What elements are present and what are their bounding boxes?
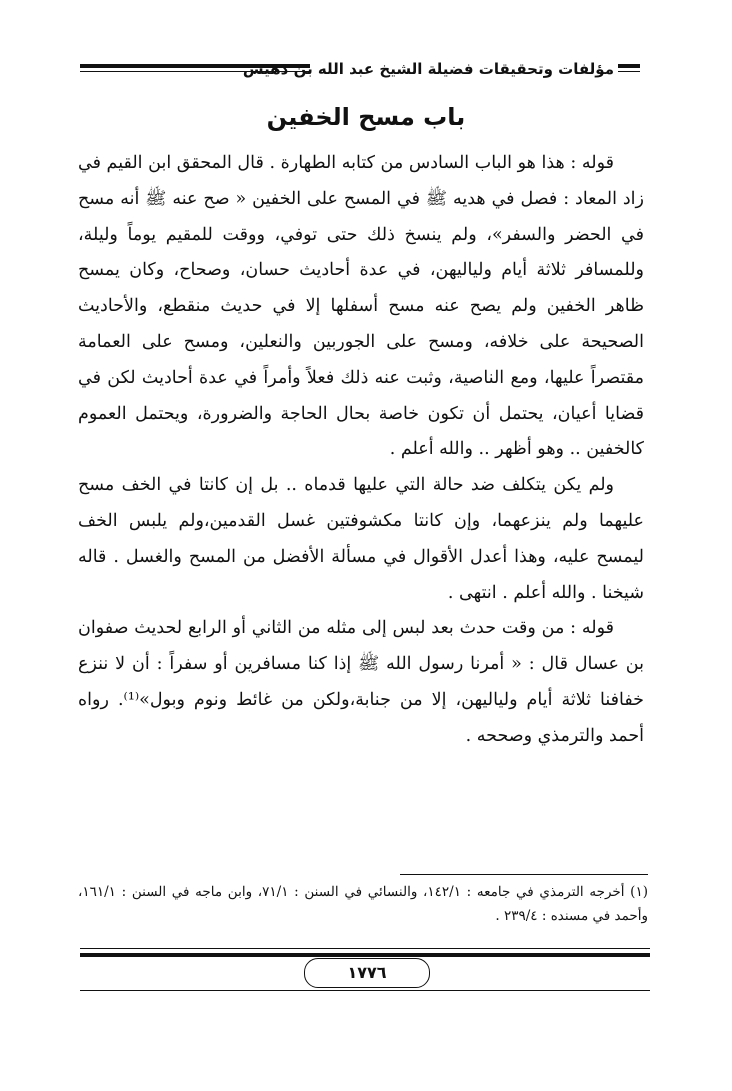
- paragraph-1: قوله : هذا هو الباب السادس من كتابه الطهارة . قال المحقق ابن القيم في زاد المعاد : فصل في هديه ﷺ في المسح على الخفين « صح عنه ﷺ أنه مسح في الحضر والسفر»، ولم ينسخ ذلك حتى توفي، ووقت للمقيم يوماً وليلة، وللمسافر ثلاثة أيام ولياليهن، في عدة أحاديث حسان، وصحاح، وكان يمسح ظاهر الخفين ولم يصح عنه مسح أسفلها إلا في حديث منقطع، والأحاديث الصحيحة على خلافه، ومسح على الجوربين والنعلين، ومسح على العمامة مقتصراً عليها، ومع الناصية، وثبت عنه ذلك فعلاً وأمراً في عدة أحاديث لكن في قضايا أعيان، يحتمل أن تكون خاصة بحال الحاجة والضرورة، ويحتمل العموم كالخفين .. وهو أظهر .. والله أعلم .: [78, 153, 644, 460]
- footnotes: [78, 880, 648, 928]
- header-title: مؤلفات وتحقيقات فضيلة الشيخ عبد الله بن دهيش: [242, 60, 614, 78]
- footer-rule-thick: [80, 953, 650, 957]
- chapter-title: باب مسح الخفين: [266, 103, 466, 131]
- header-mark-thin: [618, 71, 640, 72]
- paragraph-2: ولم يكن يتكلف ضد حالة التي عليها قدماه .. بل إن كانتا في الخف مسح عليهما ولم ينزعهما، وإن كانتا مكشوفتين غسل القدمين،ولم يلبس الخف ليمسح عليه، وهذا أعدل الأقوال في مسألة الأفضل من المسح والغسل . قاله شيخنا . والله أعلم . انتهى .: [78, 475, 644, 603]
- page-number: ١٧٧٦: [304, 958, 430, 988]
- footer-rule-top: [80, 948, 650, 949]
- body-text: [78, 146, 644, 755]
- paragraph-3: قوله : من وقت حدث بعد لبس إلى مثله من الثاني أو الرابع لحديث صفوان بن عسال قال : « أمرنا رسول الله ﷺ إذا كنا مسافرين أو سفراً : أن لا ننزع خفافنا ثلاثة أيام ولياليهن، إلا من جنابة،ولكن من غائط ونوم وبول»⁽¹⁾. رواه أحمد والترمذي وصححه .: [78, 618, 644, 746]
- footnote-1: (١) أخرجه الترمذي في جامعه : ١٤٢/١، والنسائي في السنن : ٧١/١، وابن ماجه في السنن : ١٦١/١، وأحمد في مسنده : ٢٣٩/٤ .: [78, 884, 648, 924]
- footnote-separator: [400, 874, 648, 875]
- footer-rule-bottom: [80, 990, 650, 991]
- running-header: [80, 56, 640, 86]
- header-mark-thick: [618, 64, 640, 68]
